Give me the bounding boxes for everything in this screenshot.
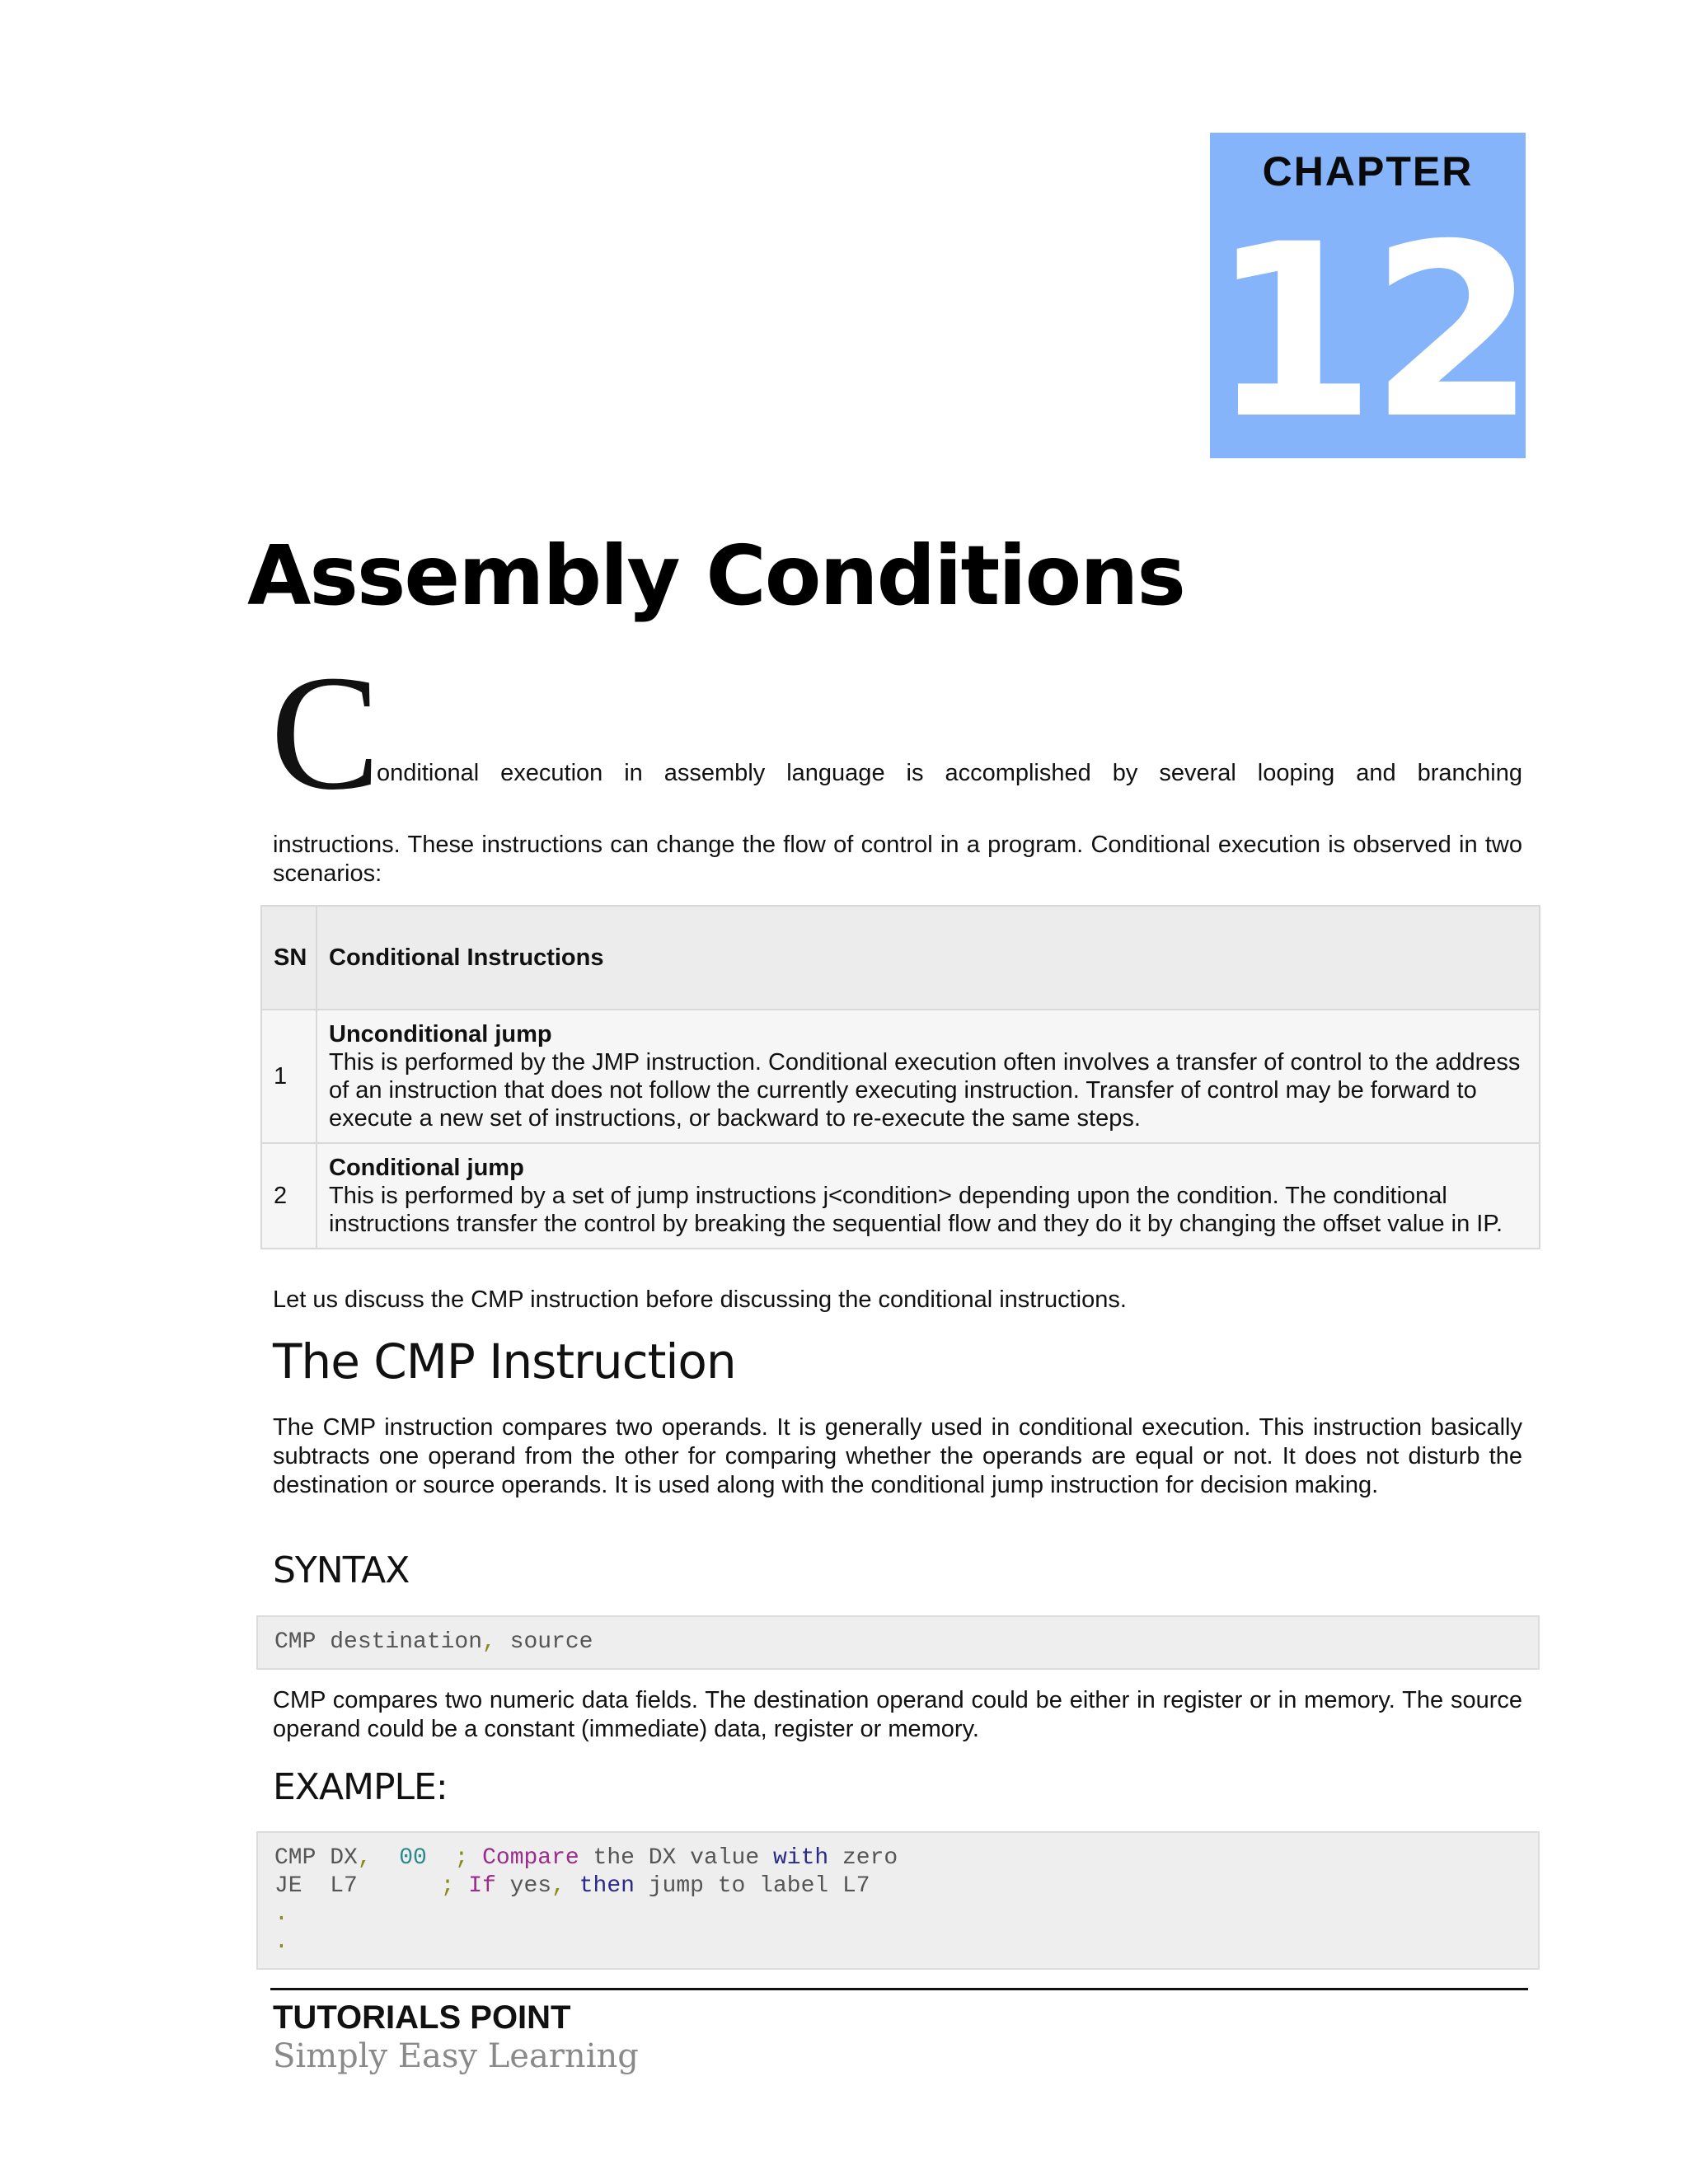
cmp-lead-paragraph: Let us discuss the CMP instruction before discussing the conditional instructions. xyxy=(273,1286,1127,1313)
code-token: If xyxy=(468,1873,496,1899)
conditional-instructions-table xyxy=(260,905,1540,1249)
table-row xyxy=(261,1143,1540,1249)
row-number: 2 xyxy=(261,1143,316,1249)
row-text: This is performed by the JMP instruction. Conditional execution often involves a transfer of control to the address of an instruction that does not follow the currently executing instruction. Transfer of control may be forward to execute a new set of instructions, or backward to re-execute the same steps. xyxy=(329,1049,1521,1132)
drop-cap: C xyxy=(270,642,381,824)
code-token: JE L7 xyxy=(274,1873,441,1899)
code-token xyxy=(468,1845,482,1871)
table-row xyxy=(261,1010,1540,1143)
code-token: , xyxy=(551,1873,565,1899)
code-token xyxy=(372,1845,400,1871)
code-line: . xyxy=(274,1901,288,1927)
code-token: yes xyxy=(495,1873,552,1899)
row-description xyxy=(316,1010,1540,1143)
row-title: Unconditional jump xyxy=(329,1021,552,1047)
row-text: This is performed by a set of jump instructions j<condition> depending upon the condition. The conditional instructions transfer the control by breaking the sequential flow and they do it by changing the offset value in IP. xyxy=(329,1183,1503,1237)
code-token xyxy=(427,1845,455,1871)
example-code-block xyxy=(256,1831,1540,1970)
code-token: zero xyxy=(828,1845,898,1871)
row-title: Conditional jump xyxy=(329,1155,524,1181)
footer-brand: TUTORIALS POINT xyxy=(273,1999,571,2036)
footer-divider xyxy=(270,1988,1528,1990)
code-token: 00 xyxy=(399,1845,427,1871)
code-token xyxy=(454,1873,468,1899)
code-token: ; xyxy=(440,1873,455,1899)
code-token: , xyxy=(482,1629,496,1655)
cmp-description-paragraph: CMP compares two numeric data fields. The destination operand could be either in register or in memory. The source operand could be a constant (immediate) data, register or memory. xyxy=(273,1687,1522,1742)
code-token: jump to label L7 xyxy=(634,1873,870,1899)
chapter-label: CHAPTER xyxy=(1262,148,1474,194)
syntax-code-block xyxy=(256,1615,1540,1670)
column-header-instructions: Conditional Instructions xyxy=(316,906,1540,1010)
code-token: ; xyxy=(454,1845,469,1871)
code-line: . xyxy=(274,1929,288,1955)
page-title: Assembly Conditions xyxy=(247,527,1184,624)
column-header-sn: SN xyxy=(261,906,316,1010)
table-header-row xyxy=(261,906,1540,1010)
intro-paragraph: instructions. These instructions can change the flow of control in a program. Conditional execution is observed in two scenarios: xyxy=(273,832,1522,887)
code-token: , xyxy=(357,1845,372,1871)
intro-first-line: onditional execution in assembly language is accomplished by several looping and branching xyxy=(377,760,1522,786)
row-description xyxy=(316,1143,1540,1249)
syntax-heading: SYNTAX xyxy=(273,1549,410,1591)
example-heading: EXAMPLE: xyxy=(273,1766,448,1808)
code-line xyxy=(274,1872,1522,1900)
code-token xyxy=(565,1873,579,1899)
chapter-badge xyxy=(1210,133,1530,471)
code-token: with xyxy=(772,1845,829,1871)
code-token: Compare xyxy=(482,1845,579,1871)
code-token: CMP destination xyxy=(274,1629,483,1655)
row-number: 1 xyxy=(261,1010,316,1143)
cmp-section-heading: The CMP Instruction xyxy=(273,1333,736,1390)
footer-tagline: Simply Easy Learning xyxy=(273,2037,639,2075)
code-token: the DX value xyxy=(579,1845,773,1871)
chapter-number: 12 xyxy=(1210,194,1530,471)
code-token: CMP DX xyxy=(274,1845,358,1871)
code-line xyxy=(274,1844,1522,1872)
code-token: then xyxy=(579,1873,635,1899)
cmp-paragraph: The CMP instruction compares two operands. It is generally used in conditional execution. This instruction basically subtracts one operand from the other for comparing whether the operands are equal or not. It does not disturb the destination or source operands. It is used along with the conditional jump instruction for decision making. xyxy=(273,1414,1522,1498)
code-token: source xyxy=(495,1629,593,1655)
